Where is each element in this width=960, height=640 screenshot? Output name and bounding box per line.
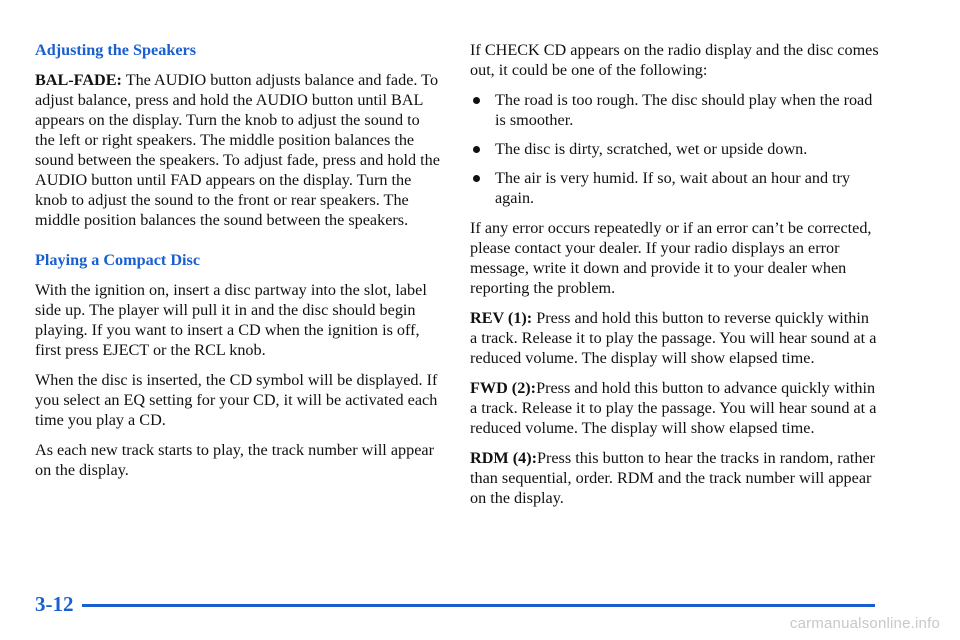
rdm-paragraph [470, 448, 880, 508]
rev-paragraph [470, 308, 880, 368]
check-cd-causes-list [470, 90, 880, 208]
error-paragraph: If any error occurs repeatedly or if an error can’t be corrected, please contact your dealer. If your radio displays an error message, write it down and provide it to your dealer when reporting the problem. [470, 219, 872, 297]
bullet-icon [473, 97, 480, 104]
watermark: carmanualsonline.info [789, 615, 940, 632]
fwd-paragraph [470, 378, 880, 438]
right-column [470, 40, 880, 518]
rev-label: REV (1): [470, 309, 533, 327]
list-item [470, 139, 880, 159]
section-heading-speakers: Adjusting the Speakers [35, 41, 196, 59]
list-item-text: The disc is dirty, scratched, wet or upside down. [495, 140, 808, 158]
fwd-text: Press and hold this button to advance quickly within a track. Release it to play the passage. You will hear sound at a reduced volume. The display will show elapsed time. [470, 379, 877, 437]
list-item [470, 168, 880, 208]
bal-fade-text: The AUDIO button adjusts balance and fade. To adjust balance, press and hold the AUDIO button until BAL appears on the display. Turn the knob to adjust the sound to the left or right speakers. The middle position balances the sound between the speakers. To adjust fade, press and hold the AUDIO button until FAD appears on the display. Turn the knob to adjust the sound to the front or rear speakers. The middle position balances the sound between the speakers. [35, 71, 440, 229]
page-number: 3-12 [35, 592, 74, 616]
bal-fade-paragraph [35, 70, 440, 230]
list-item-text: The road is too rough. The disc should play when the road is smoother. [495, 91, 873, 129]
list-item-text: The air is very humid. If so, wait about an hour and try again. [495, 169, 851, 207]
bullet-icon [473, 146, 480, 153]
insert-disc-paragraph: With the ignition on, insert a disc partway into the slot, label side up. The player will pull it in and the disc should begin playing. If you want to insert a CD when the ignition is off, first press EJECT or the RCL knob. [35, 281, 427, 359]
rdm-label: RDM (4): [470, 449, 537, 467]
cd-symbol-paragraph: When the disc is inserted, the CD symbol will be displayed. If you select an EQ setting for your CD, it will be activated each time you play a CD. [35, 371, 438, 429]
bal-fade-label: BAL-FADE: [35, 71, 122, 89]
track-number-paragraph: As each new track starts to play, the track number will appear on the display. [35, 441, 434, 479]
section-heading-compact-disc: Playing a Compact Disc [35, 251, 201, 269]
check-cd-intro: If CHECK CD appears on the radio display and the disc comes out, it could be one of the following: [470, 41, 879, 79]
fwd-label: FWD (2): [470, 379, 537, 397]
rev-text: Press and hold this button to reverse quickly within a track. Release it to play the passage. You will hear sound at a reduced volume. The display will show elapsed time. [470, 309, 877, 367]
left-column [35, 40, 440, 490]
bullet-icon [473, 175, 480, 182]
list-item [470, 90, 880, 130]
footer-divider [82, 604, 875, 607]
rdm-text: Press this button to hear the tracks in random, rather than sequential, order. RDM and the track number will appear on the display. [470, 449, 876, 507]
